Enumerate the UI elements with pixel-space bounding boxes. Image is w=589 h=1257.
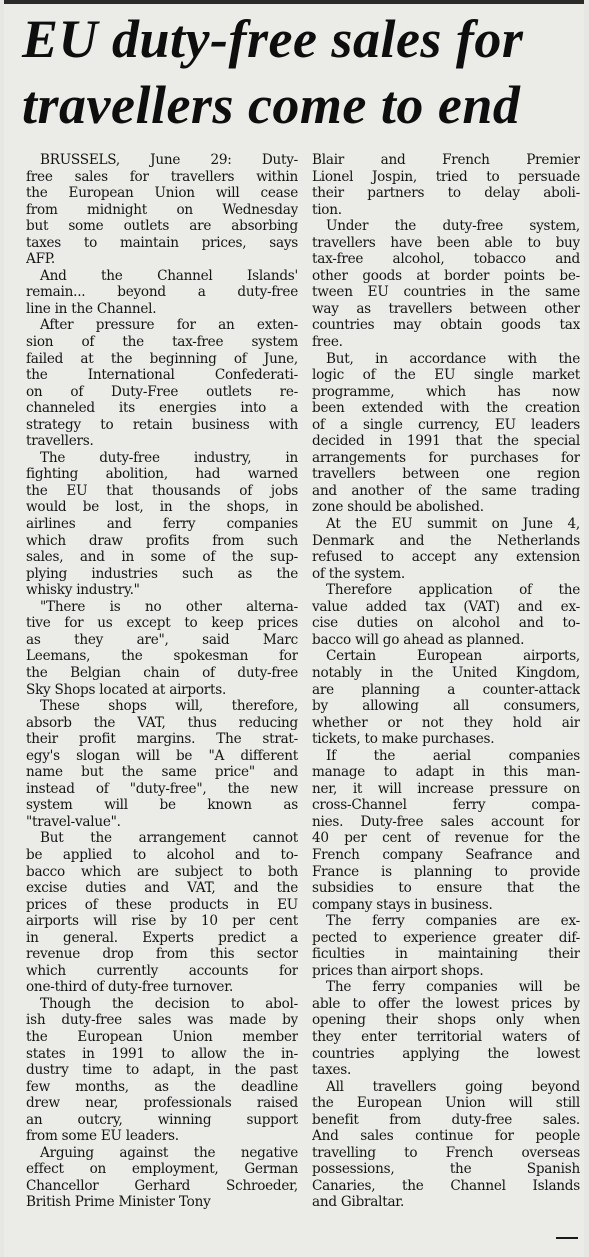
article-text-line: company stays in business. — [312, 896, 493, 913]
article-text-line: the European Union member — [26, 1028, 298, 1045]
article-text-line: revenue drop from this sector — [26, 946, 298, 963]
top-rule — [4, 0, 584, 4]
article-column-right — [312, 152, 580, 1211]
article-text-line: Sky Shops located at airports. — [26, 681, 227, 698]
article-text-line: Denmark and the Netherlands — [312, 532, 580, 549]
article-text-line: on of Duty-Free outlets re- — [26, 383, 298, 400]
article-text-line: dustry time to adapt, in the past — [26, 1062, 298, 1079]
article-text-line: travellers. — [26, 433, 94, 450]
article-text-line: from some EU leaders. — [26, 1128, 179, 1145]
headline-line: EU duty-free sales for — [22, 9, 524, 69]
article-text-line: other goods at border points be- — [312, 267, 580, 284]
article-text-line: ish duty-free sales was made by — [26, 1012, 298, 1029]
article-text-line: states in 1991 to allow the in- — [26, 1045, 298, 1062]
article-text-line: sales, and in some of the sup- — [26, 549, 298, 566]
article-text-line: would be lost, in the shops, in — [26, 499, 298, 516]
article-text-line: Leemans, the spokesman for — [26, 648, 298, 665]
article-text-line: whether or not they hold air — [312, 714, 580, 731]
article-text-line: bacco will go ahead as planned. — [312, 631, 525, 648]
article-text-line: Though the decision to abol- — [40, 995, 298, 1012]
article-text-line: plying industries such as the — [26, 565, 298, 582]
article-text-line: of the system. — [312, 565, 405, 582]
article-text-line: British Prime Minister Tony — [26, 1194, 211, 1211]
article-text-line: excise duties and VAT, and the — [26, 880, 298, 897]
article-text-line: as they are", said Marc — [26, 631, 298, 648]
article-text-line: be applied to alcohol and to- — [26, 846, 298, 863]
article-text-line: And the Channel Islands' — [40, 267, 298, 284]
article-text-line: ner, it will increase pressure on — [312, 780, 580, 797]
article-text-line: tickets, to make purchases. — [312, 731, 495, 748]
article-text-line: programme, which has now — [312, 383, 580, 400]
article-text-line: line in the Channel. — [26, 300, 157, 317]
headline — [22, 6, 582, 138]
article-text-line: and Gibraltar. — [312, 1194, 405, 1211]
article-text-line: the International Confederati- — [26, 367, 298, 384]
article-text-line: free sales for travellers within — [26, 168, 298, 185]
article-text-line: drew near, professionals raised — [26, 1095, 298, 1112]
article-text-line: absorb the VAT, thus reducing — [26, 714, 298, 731]
article-text-line: from midnight on Wednesday — [26, 201, 298, 218]
article-text-line: The ferry companies are ex- — [326, 913, 580, 930]
article-text-line: value added tax (VAT) and ex- — [312, 598, 580, 615]
article-text-line: effect on employment, German — [26, 1161, 298, 1178]
article-text-line: ficulties in maintaining their — [312, 946, 580, 963]
article-text-line: But, in accordance with the — [326, 350, 580, 367]
article-text-line: their partners to delay aboli- — [312, 185, 580, 202]
article-text-line: travellers between one region — [312, 466, 580, 483]
article-text-line: taxes to maintain prices, says — [26, 234, 298, 251]
article-text-line: strategy to retain business with — [26, 416, 298, 433]
article-text-line: fighting abolition, had warned — [26, 466, 298, 483]
article-text-line: The ferry companies will be — [326, 979, 580, 996]
article-text-line: sion of the tax-free system — [26, 334, 298, 351]
article-text-line: French company Seafrance and — [312, 846, 580, 863]
article-column-left — [26, 152, 298, 1211]
article-text-line: Under the duty-free system, — [326, 218, 580, 235]
article-text-line: arrangements for purchases for — [312, 449, 580, 466]
article-text-line: they enter territorial waters of — [312, 1028, 580, 1045]
article-text-line: name but the same price" and — [26, 764, 298, 781]
article-text-line: refused to accept any extension — [312, 549, 580, 566]
article-text-line: "travel-value". — [26, 813, 121, 830]
article-text-line: And sales continue for people — [312, 1128, 580, 1145]
article-text-line: cise duties on alcohol and to- — [312, 615, 580, 632]
article-text-line: countries may obtain goods tax — [312, 317, 580, 334]
article-text-line: pected to experience greater dif- — [312, 929, 580, 946]
article-text-line: the European Union will still — [312, 1095, 580, 1112]
article-text-line: able to offer the lowest prices by — [312, 995, 580, 1012]
article-text-line: zone should be abolished. — [312, 499, 484, 516]
article-text-line: BRUSSELS, June 29: Duty- — [40, 152, 298, 168]
article-text-line: which draw profits from such — [26, 532, 298, 549]
article-text-line: notably in the United Kingdom, — [312, 664, 580, 681]
article-text-line: way as travellers between other — [312, 300, 580, 317]
article-text-line: which currently accounts for — [26, 962, 298, 979]
article-text-line: free. — [312, 334, 343, 351]
article-text-line: subsidies to ensure that the — [312, 880, 580, 897]
article-text-line: one-third of duty-free turnover. — [26, 979, 234, 996]
article-text-line: channeled its energies into a — [26, 400, 298, 417]
article-text-line: cross-Channel ferry compa- — [312, 797, 580, 814]
article-text-line: and another of the same trading — [312, 482, 580, 499]
article-text-line: airports will rise by 10 per cent — [26, 913, 298, 930]
article-text-line: by allowing all consumers, — [312, 698, 580, 715]
article-text-line: the EU that thousands of jobs — [26, 482, 298, 499]
article-text-line: But the arrangement cannot — [40, 830, 298, 847]
article-text-line: After pressure for an exten- — [40, 317, 298, 334]
article-text-line: the European Union will cease — [26, 185, 298, 202]
article-text-line: decided in 1991 that the special — [312, 433, 580, 450]
article-text-line: remain... beyond a duty-free — [26, 284, 298, 301]
article-text-line: airlines and ferry companies — [26, 516, 298, 533]
end-mark — [556, 1237, 578, 1239]
article-text-line: If the aerial companies — [326, 747, 580, 764]
article-text-line: instead of "duty-free", the new — [26, 780, 298, 797]
article-text-line: Therefore application of the — [326, 582, 580, 599]
article-text-line: failed at the beginning of June, — [26, 350, 298, 367]
article-text-line: Lionel Jospin, tried to persuade — [312, 168, 580, 185]
article-text-line: tion. — [312, 201, 342, 218]
article-text-line: few months, as the deadline — [26, 1078, 298, 1095]
article-text-line: but some outlets are absorbing — [26, 218, 298, 235]
article-text-line: Chancellor Gerhard Schroeder, — [26, 1177, 298, 1194]
article-text-line: are planning a counter-attack — [312, 681, 580, 698]
article-text-line: France is planning to provide — [312, 863, 580, 880]
article-text-line: 40 per cent of revenue for the — [312, 830, 580, 847]
article-text-line: logic of the EU single market — [312, 367, 580, 384]
article-text-line: countries applying the lowest — [312, 1045, 580, 1062]
article-text-line: an outcry, winning support — [26, 1111, 298, 1128]
article-text-line: At the EU summit on June 4, — [326, 516, 580, 533]
article-text-line: been extended with the creation — [312, 400, 580, 417]
article-text-line: taxes. — [312, 1062, 352, 1079]
article-text-line: their profit margins. The strat- — [26, 731, 298, 748]
article-text-line: nies. Duty-free sales account for — [312, 813, 580, 830]
article-text-line: prices of these products in EU — [26, 896, 298, 913]
article-text-line: prices than airport shops. — [312, 962, 484, 979]
article-text-line: Arguing against the negative — [40, 1144, 298, 1161]
article-text-line: the Belgian chain of duty-free — [26, 664, 298, 681]
headline-line: travellers come to end — [22, 75, 521, 135]
article-text-line: egy's slogan will be "A different — [26, 747, 298, 764]
article-text-line: in general. Experts predict a — [26, 929, 298, 946]
article-text-line: tween EU countries in the same — [312, 284, 580, 301]
article-text-line: "There is no other alterna- — [40, 598, 298, 615]
article-text-line: Canaries, the Channel Islands — [312, 1177, 580, 1194]
article-text-line: whisky industry." — [26, 582, 140, 599]
article-text-line: bacco which are subject to both — [26, 863, 298, 880]
article-text-line: Blair and French Premier — [312, 152, 580, 168]
article-text-line: The duty-free industry, in — [40, 449, 298, 466]
article-text-line: benefit from duty-free sales. — [312, 1111, 580, 1128]
article-text-line: All travellers going beyond — [326, 1078, 580, 1095]
article-text-line: travellers have been able to buy — [312, 234, 580, 251]
article-text-line: manage to adapt in this man- — [312, 764, 580, 781]
article-text-line: Certain European airports, — [326, 648, 580, 665]
article-text-line: These shops will, therefore, — [40, 698, 298, 715]
article-text-line: of a single currency, EU leaders — [312, 416, 580, 433]
article-text-line: opening their shops only when — [312, 1012, 580, 1029]
article-text-line: tive for us except to keep prices — [26, 615, 298, 632]
article-text-line: possessions, the Spanish — [312, 1161, 580, 1178]
article-text-line: system will be known as — [26, 797, 298, 814]
article-text-line: AFP. — [26, 251, 55, 268]
article-text-line: tax-free alcohol, tobacco and — [312, 251, 580, 268]
article-text-line: travelling to French overseas — [312, 1144, 580, 1161]
newspaper-clipping — [4, 0, 584, 1257]
